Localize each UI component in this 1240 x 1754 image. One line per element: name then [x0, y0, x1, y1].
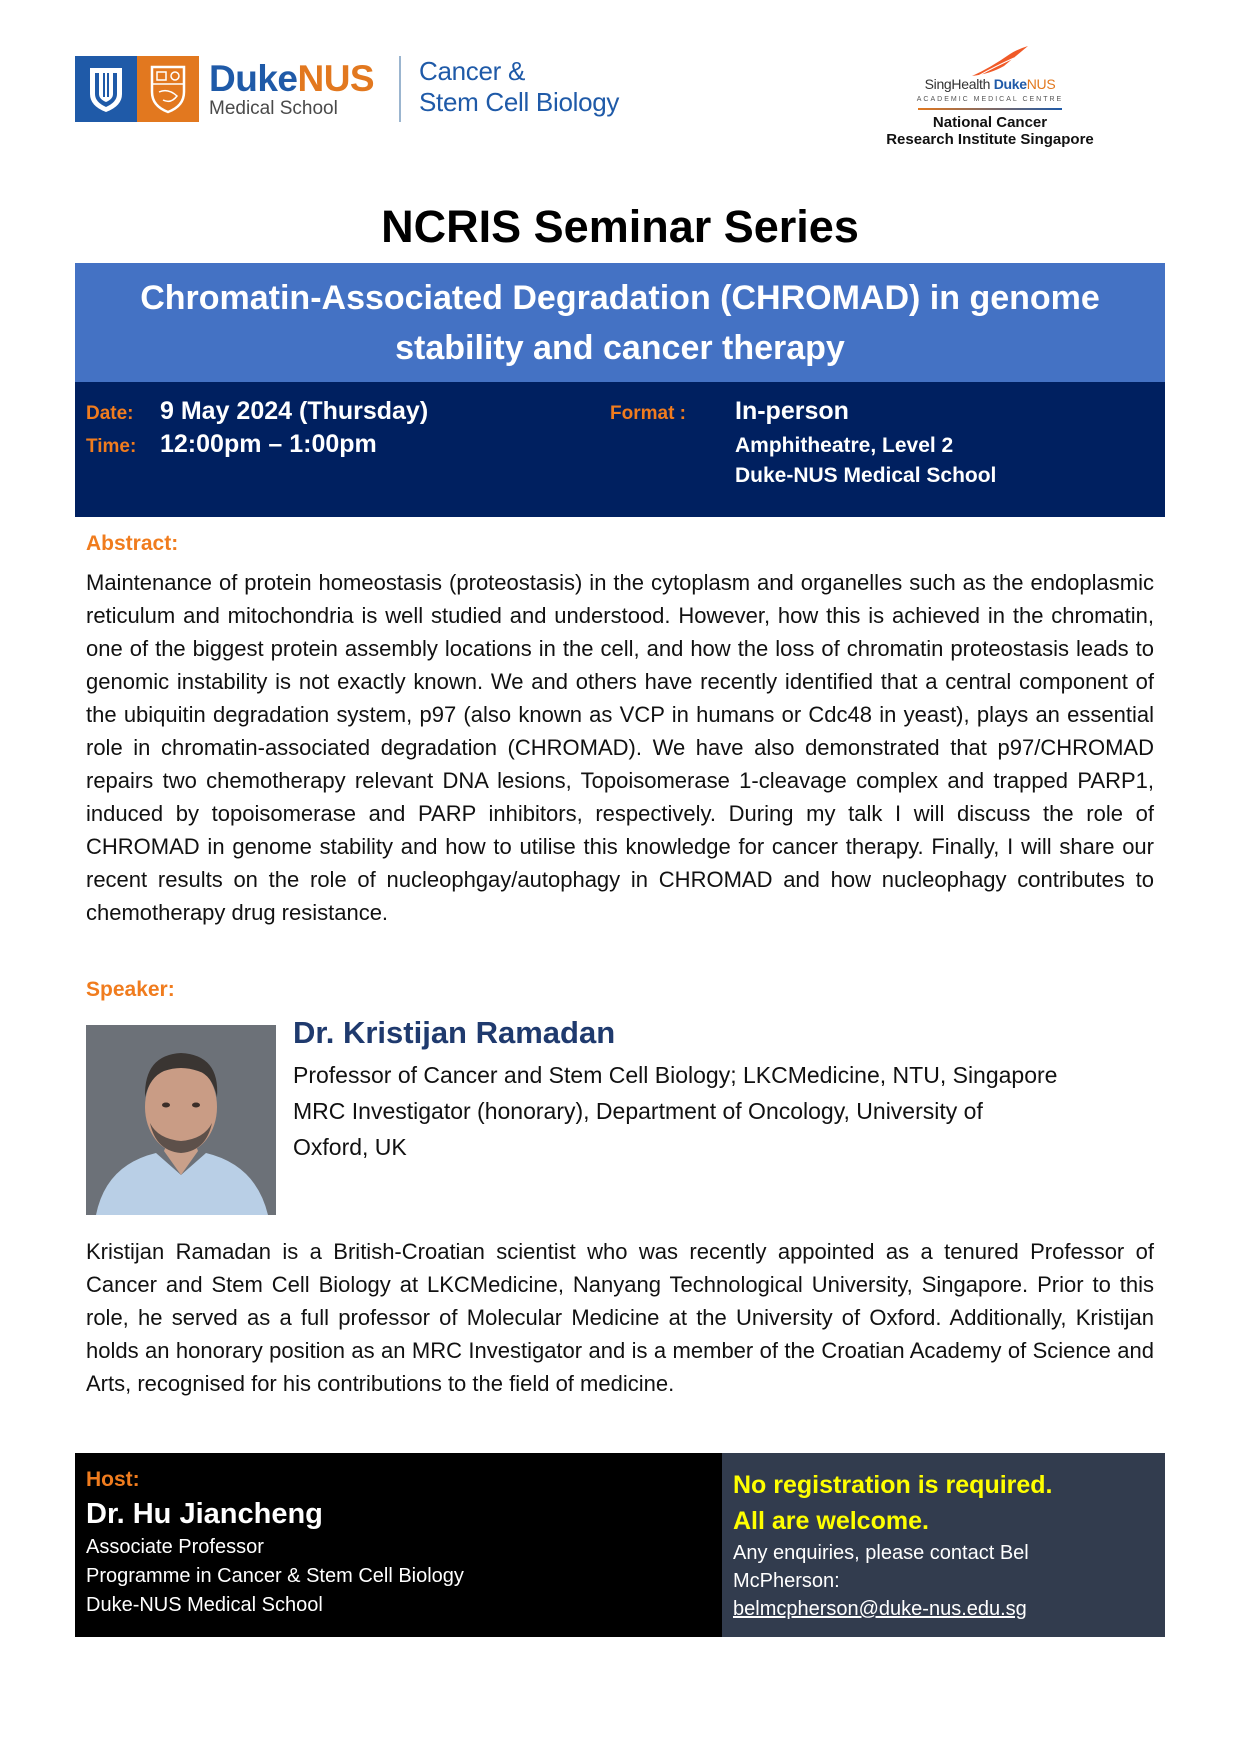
host-title: Associate Professor	[86, 1536, 264, 1558]
time-label: Time:	[86, 436, 137, 457]
speaker-portrait-icon	[86, 1025, 276, 1215]
brand-nus: NUS	[297, 57, 375, 99]
ncris-logo	[878, 44, 1102, 156]
duke-text: Duke	[993, 76, 1027, 92]
talk-title: Chromatin-Associated Degradation (CHROMAD) in genome stability and cancer therapy	[140, 278, 1100, 367]
duke-nus-wordmark	[209, 56, 374, 122]
registration-panel	[722, 1453, 1165, 1637]
affiliation-line-3: Oxford, UK	[293, 1134, 407, 1160]
host-panel	[75, 1453, 722, 1637]
logo-divider	[399, 56, 401, 122]
logo-rule	[918, 108, 1062, 110]
brand-duke: Duke	[209, 57, 298, 99]
duke-nus-logo	[75, 56, 374, 122]
institute-line-2: Research Institute Singapore	[886, 131, 1094, 148]
speaker-bio: Kristijan Ramadan is a British-Croatian scientist who was recently appointed as a tenured Professor of Cancer and Stem Cell Biology at LKCMedicine, Nanyang Technological University, Singapore. Prior to this role, he served as a full professor of Molecular Medicine at the University of Oxford. Additionally, Kristijan holds an honorary position as an MRC Investigator and is a member of the Croatian Academy of Science and Arts, recognised for his contributions to the field of medicine.	[86, 1239, 1154, 1396]
brand-subtitle: Medical School	[209, 97, 338, 119]
format-value: In-person	[735, 397, 849, 425]
format-label: Format :	[610, 403, 686, 424]
singhealth-dukenus-line	[878, 76, 1102, 92]
series-title: NCRIS Seminar Series	[381, 201, 859, 252]
abstract-text: Maintenance of protein homeostasis (proteostasis) in the cytoplasm and organelles such as the endoplasmic reticulum and mitochondria is well studied and understood. However, how this is achieved in the chromatin, one of the biggest protein assembly locations in the cell, and how the loss of chromatin proteostasis leads to genomic instability is not exactly known. We and others have recently identified that a central component of the ubiquitin degradation system, p97 (also known as VCP in humans or Cdc48 in yeast), plays an essential role in chromatin-associated degradation (CHROMAD). We have also demonstrated that p97/CHROMAD repairs two chemotherapy relevant DNA lesions, Topoisomerase 1-cleavage complex and trapped PARP1, induced by topoisomerase and PARP inhibitors, respectively. During my talk I will discuss the role of CHROMAD in genome stability and how to utilise this knowledge for cancer therapy. Finally, I will share our recent results on the role of nucleophgay/autophagy in CHROMAD and how nucleophagy contributes to chemotherapy drug resistance.	[86, 570, 1154, 925]
department-name	[419, 56, 619, 118]
institute-line-1: National Cancer	[932, 114, 1048, 131]
host-label: Host:	[86, 1468, 140, 1491]
host-institution: Duke-NUS Medical School	[86, 1594, 323, 1616]
institute-name	[878, 114, 1102, 148]
event-details-bar	[75, 382, 1165, 517]
venue-line-2: Duke-NUS Medical School	[735, 464, 997, 487]
speaker-affiliation	[293, 1057, 1163, 1165]
contact-email-link[interactable]: belmcpherson@duke-nus.edu.sg	[733, 1598, 1027, 1620]
date-label: Date:	[86, 403, 134, 424]
talk-title-bar	[75, 263, 1165, 382]
abstract-label: Abstract:	[86, 532, 179, 555]
affiliation-line-2: MRC Investigator (honorary), Department of Oncology, University of	[293, 1098, 983, 1124]
no-registration-text: No registration is required.	[733, 1471, 1053, 1499]
nus-text: NUS	[1026, 76, 1056, 92]
venue-line-1: Amphitheatre, Level 2	[735, 434, 954, 457]
affiliation-line-1: Professor of Cancer and Stem Cell Biology; LKCMedicine, NTU, Singapore	[293, 1062, 1058, 1088]
amc-text: ACADEMIC MEDICAL CENTRE	[916, 96, 1064, 103]
singhealth-swoosh-icon	[970, 46, 1030, 78]
host-name: Dr. Hu Jiancheng	[86, 1498, 323, 1530]
time-value: 12:00pm – 1:00pm	[160, 430, 377, 458]
speaker-name: Dr. Kristijan Ramadan	[293, 1015, 616, 1050]
date-value: 9 May 2024 (Thursday)	[160, 397, 429, 425]
speaker-photo	[86, 1025, 276, 1215]
nus-crest-icon	[137, 56, 199, 122]
speaker-label: Speaker:	[86, 978, 175, 1001]
all-welcome-text: All are welcome.	[733, 1507, 929, 1535]
duke-shield-icon	[75, 56, 137, 122]
enquiry-line-2: McPherson:	[733, 1570, 840, 1592]
singhealth-text: SingHealth	[924, 76, 991, 92]
host-programme: Programme in Cancer & Stem Cell Biology	[86, 1565, 464, 1587]
enquiry-line-1: Any enquiries, please contact Bel	[733, 1542, 1029, 1564]
department-line-2: Stem Cell Biology	[419, 87, 620, 117]
department-line-1: Cancer &	[419, 56, 525, 86]
